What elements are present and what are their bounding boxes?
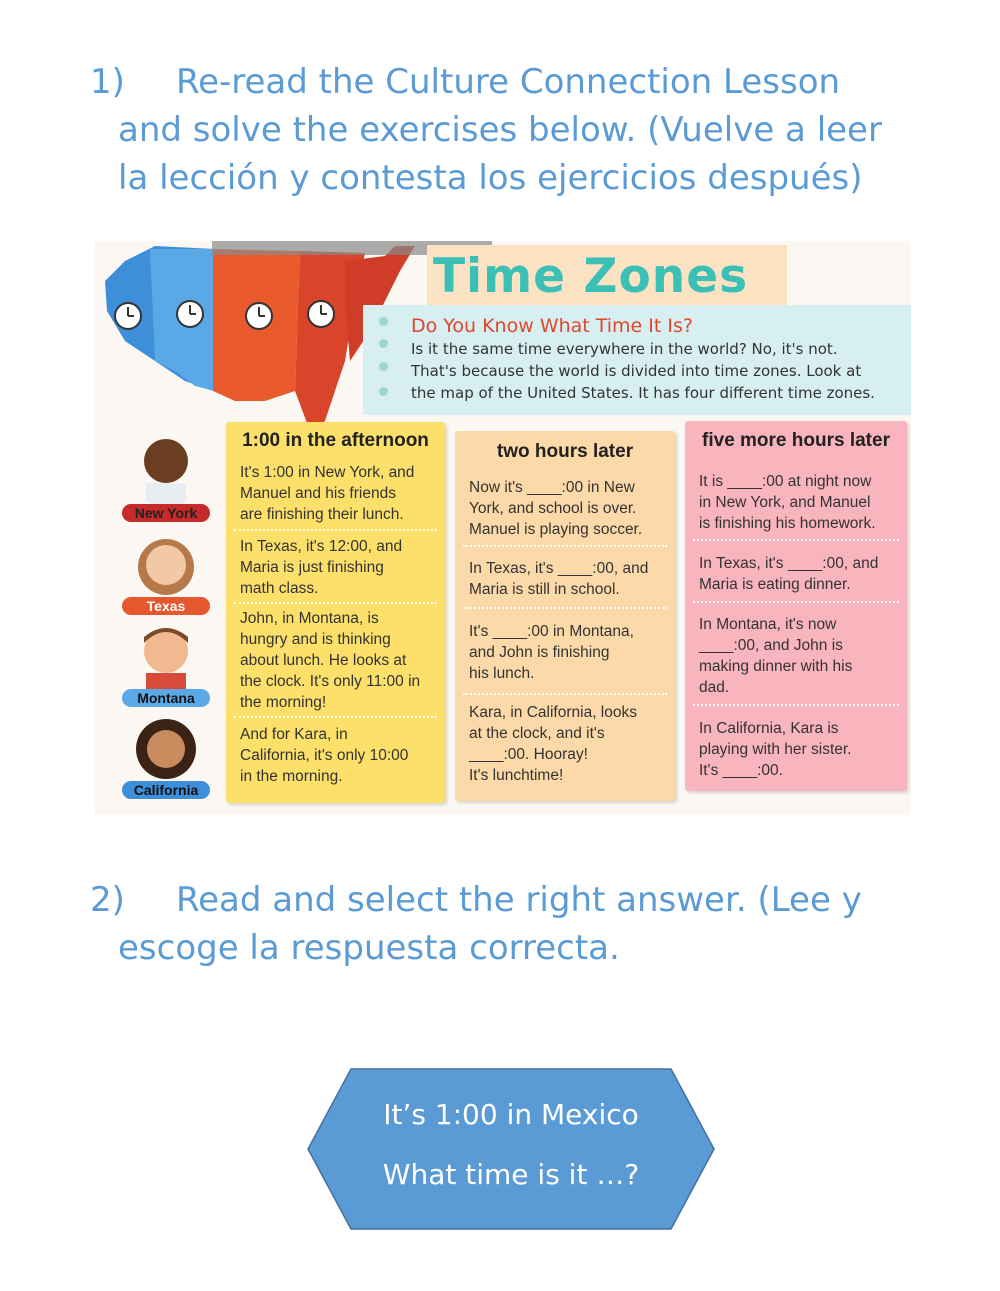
column-3-cell-4: [699, 718, 852, 781]
text-line: ____:00, and John is: [699, 637, 843, 654]
prompt-line-1: It’s 1:00 in Mexico: [383, 1098, 639, 1131]
text-line: In Texas, it's ____:00, and: [469, 560, 649, 577]
bullet-dot: [379, 317, 388, 326]
divider: [463, 693, 667, 695]
kid-photo-california: [132, 715, 200, 789]
text-line: York, and school is over.: [469, 500, 637, 517]
text-line: In Texas, it's 12:00, and: [240, 538, 403, 555]
prompt-hexagon: [307, 1068, 715, 1230]
divider: [234, 602, 437, 604]
text-line: Now it's ____:00 in New: [469, 479, 635, 496]
divider: [463, 545, 667, 547]
column-five-more-hours-later: [685, 421, 907, 791]
instruction-1-line2: and solve the exercises below. (Vuelve a leer: [118, 110, 882, 150]
kid-photo-new-york: [132, 431, 200, 505]
text-line: It's lunchtime!: [469, 767, 564, 784]
column-2-cell-1: [469, 477, 642, 540]
kid-photo-montana: [132, 621, 200, 695]
place-tag-montana: Montana: [122, 689, 210, 707]
divider: [693, 704, 899, 706]
place-tag-new-york: New York: [122, 504, 210, 522]
text-line: dad.: [699, 679, 730, 696]
text-line: It's ____:00 in Montana,: [469, 623, 634, 640]
text-line: Maria is eating dinner.: [699, 576, 851, 593]
column-2-cell-3: [469, 621, 634, 684]
place-tag-texas: Texas: [122, 597, 210, 615]
text-line: are finishing their lunch.: [240, 506, 404, 523]
bullet-dot: [379, 362, 388, 371]
text-line: about lunch. He looks at: [240, 652, 407, 669]
time-zones-lesson-image: [95, 241, 911, 815]
text-line: in New York, and Manuel: [699, 494, 871, 511]
text-line: Maria is still in school.: [469, 581, 620, 598]
instruction-2-number: 2): [90, 880, 125, 920]
text-line: the morning!: [240, 694, 327, 711]
instruction-2: [90, 876, 862, 972]
instruction-1: [90, 58, 882, 202]
text-line: John, in Montana, is: [240, 610, 379, 627]
column-3-cell-1: [699, 471, 876, 534]
question-heading: Do You Know What Time It Is?: [411, 315, 693, 337]
text-line: Kara, in California, looks: [469, 704, 637, 721]
text-line: in the morning.: [240, 768, 343, 785]
column-2-heading: two hours later: [496, 441, 634, 462]
column-2-cell-2: [469, 558, 648, 600]
text-line: It is ____:00 at night now: [699, 473, 872, 490]
bullet-dot: [379, 387, 388, 396]
column-1-heading: 1:00 in the afternoon: [242, 430, 429, 451]
question-line-2: That's because the world is divided into time zones. Look at: [411, 362, 862, 380]
column-3-heading: five more hours later: [702, 430, 890, 451]
question-line-1: Is it the same time everywhere in the world? No, it's not.: [411, 340, 838, 358]
column-1-cell-3: [240, 608, 420, 713]
text-line: It's ____:00.: [699, 762, 783, 779]
question-line-3: the map of the United States. It has four different time zones.: [411, 384, 875, 402]
text-line: It's 1:00 in New York, and: [240, 464, 415, 481]
divider: [234, 529, 437, 531]
instruction-2-line1: Read and select the right answer. (Lee y: [176, 880, 862, 920]
text-line: math class.: [240, 580, 319, 597]
text-line: the clock. It's only 11:00 in: [240, 673, 421, 690]
instruction-1-number: 1): [90, 62, 125, 102]
kid-photo-texas: [132, 531, 200, 605]
bullet-dot: [379, 339, 388, 348]
text-line: and John is finishing: [469, 644, 610, 661]
column-1-cell-4: [240, 724, 408, 787]
text-line: at the clock, and it's: [469, 725, 605, 742]
text-line: his lunch.: [469, 665, 535, 682]
divider: [234, 716, 437, 718]
lesson-title: Time Zones: [433, 249, 749, 304]
text-line: And for Kara, in: [240, 726, 348, 743]
text-line: making dinner with his: [699, 658, 853, 675]
column-2-cell-4: [469, 702, 637, 786]
text-line: is finishing his homework.: [699, 515, 876, 532]
text-line: In California, Kara is: [699, 720, 839, 737]
instruction-1-line1: Re-read the Culture Connection Lesson: [176, 62, 841, 102]
text-line: playing with her sister.: [699, 741, 852, 758]
instruction-1-line3: la lección y contesta los ejercicios después): [118, 158, 863, 198]
text-line: ____:00. Hooray!: [469, 746, 588, 763]
divider: [693, 539, 899, 541]
divider: [693, 601, 899, 603]
text-line: Maria is just finishing: [240, 559, 384, 576]
text-line: Manuel and his friends: [240, 485, 396, 502]
column-1pm: [226, 422, 445, 803]
place-tag-california: California: [122, 781, 210, 799]
text-line: Manuel is playing soccer.: [469, 521, 643, 538]
text-line: In Montana, it's now: [699, 616, 837, 633]
prompt-line-2: What time is it …?: [382, 1158, 640, 1191]
column-two-hours-later: [455, 431, 675, 801]
column-3-cell-3: [699, 614, 852, 698]
instruction-2-line2: escoge la respuesta correcta.: [118, 928, 620, 968]
column-1-cell-1: [240, 462, 414, 525]
text-line: In Texas, it's ____:00, and: [699, 555, 879, 572]
divider: [463, 607, 667, 609]
column-1-cell-2: [240, 536, 402, 599]
column-3-cell-2: [699, 553, 878, 595]
text-line: hungry and is thinking: [240, 631, 391, 648]
text-line: California, it's only 10:00: [240, 747, 409, 764]
